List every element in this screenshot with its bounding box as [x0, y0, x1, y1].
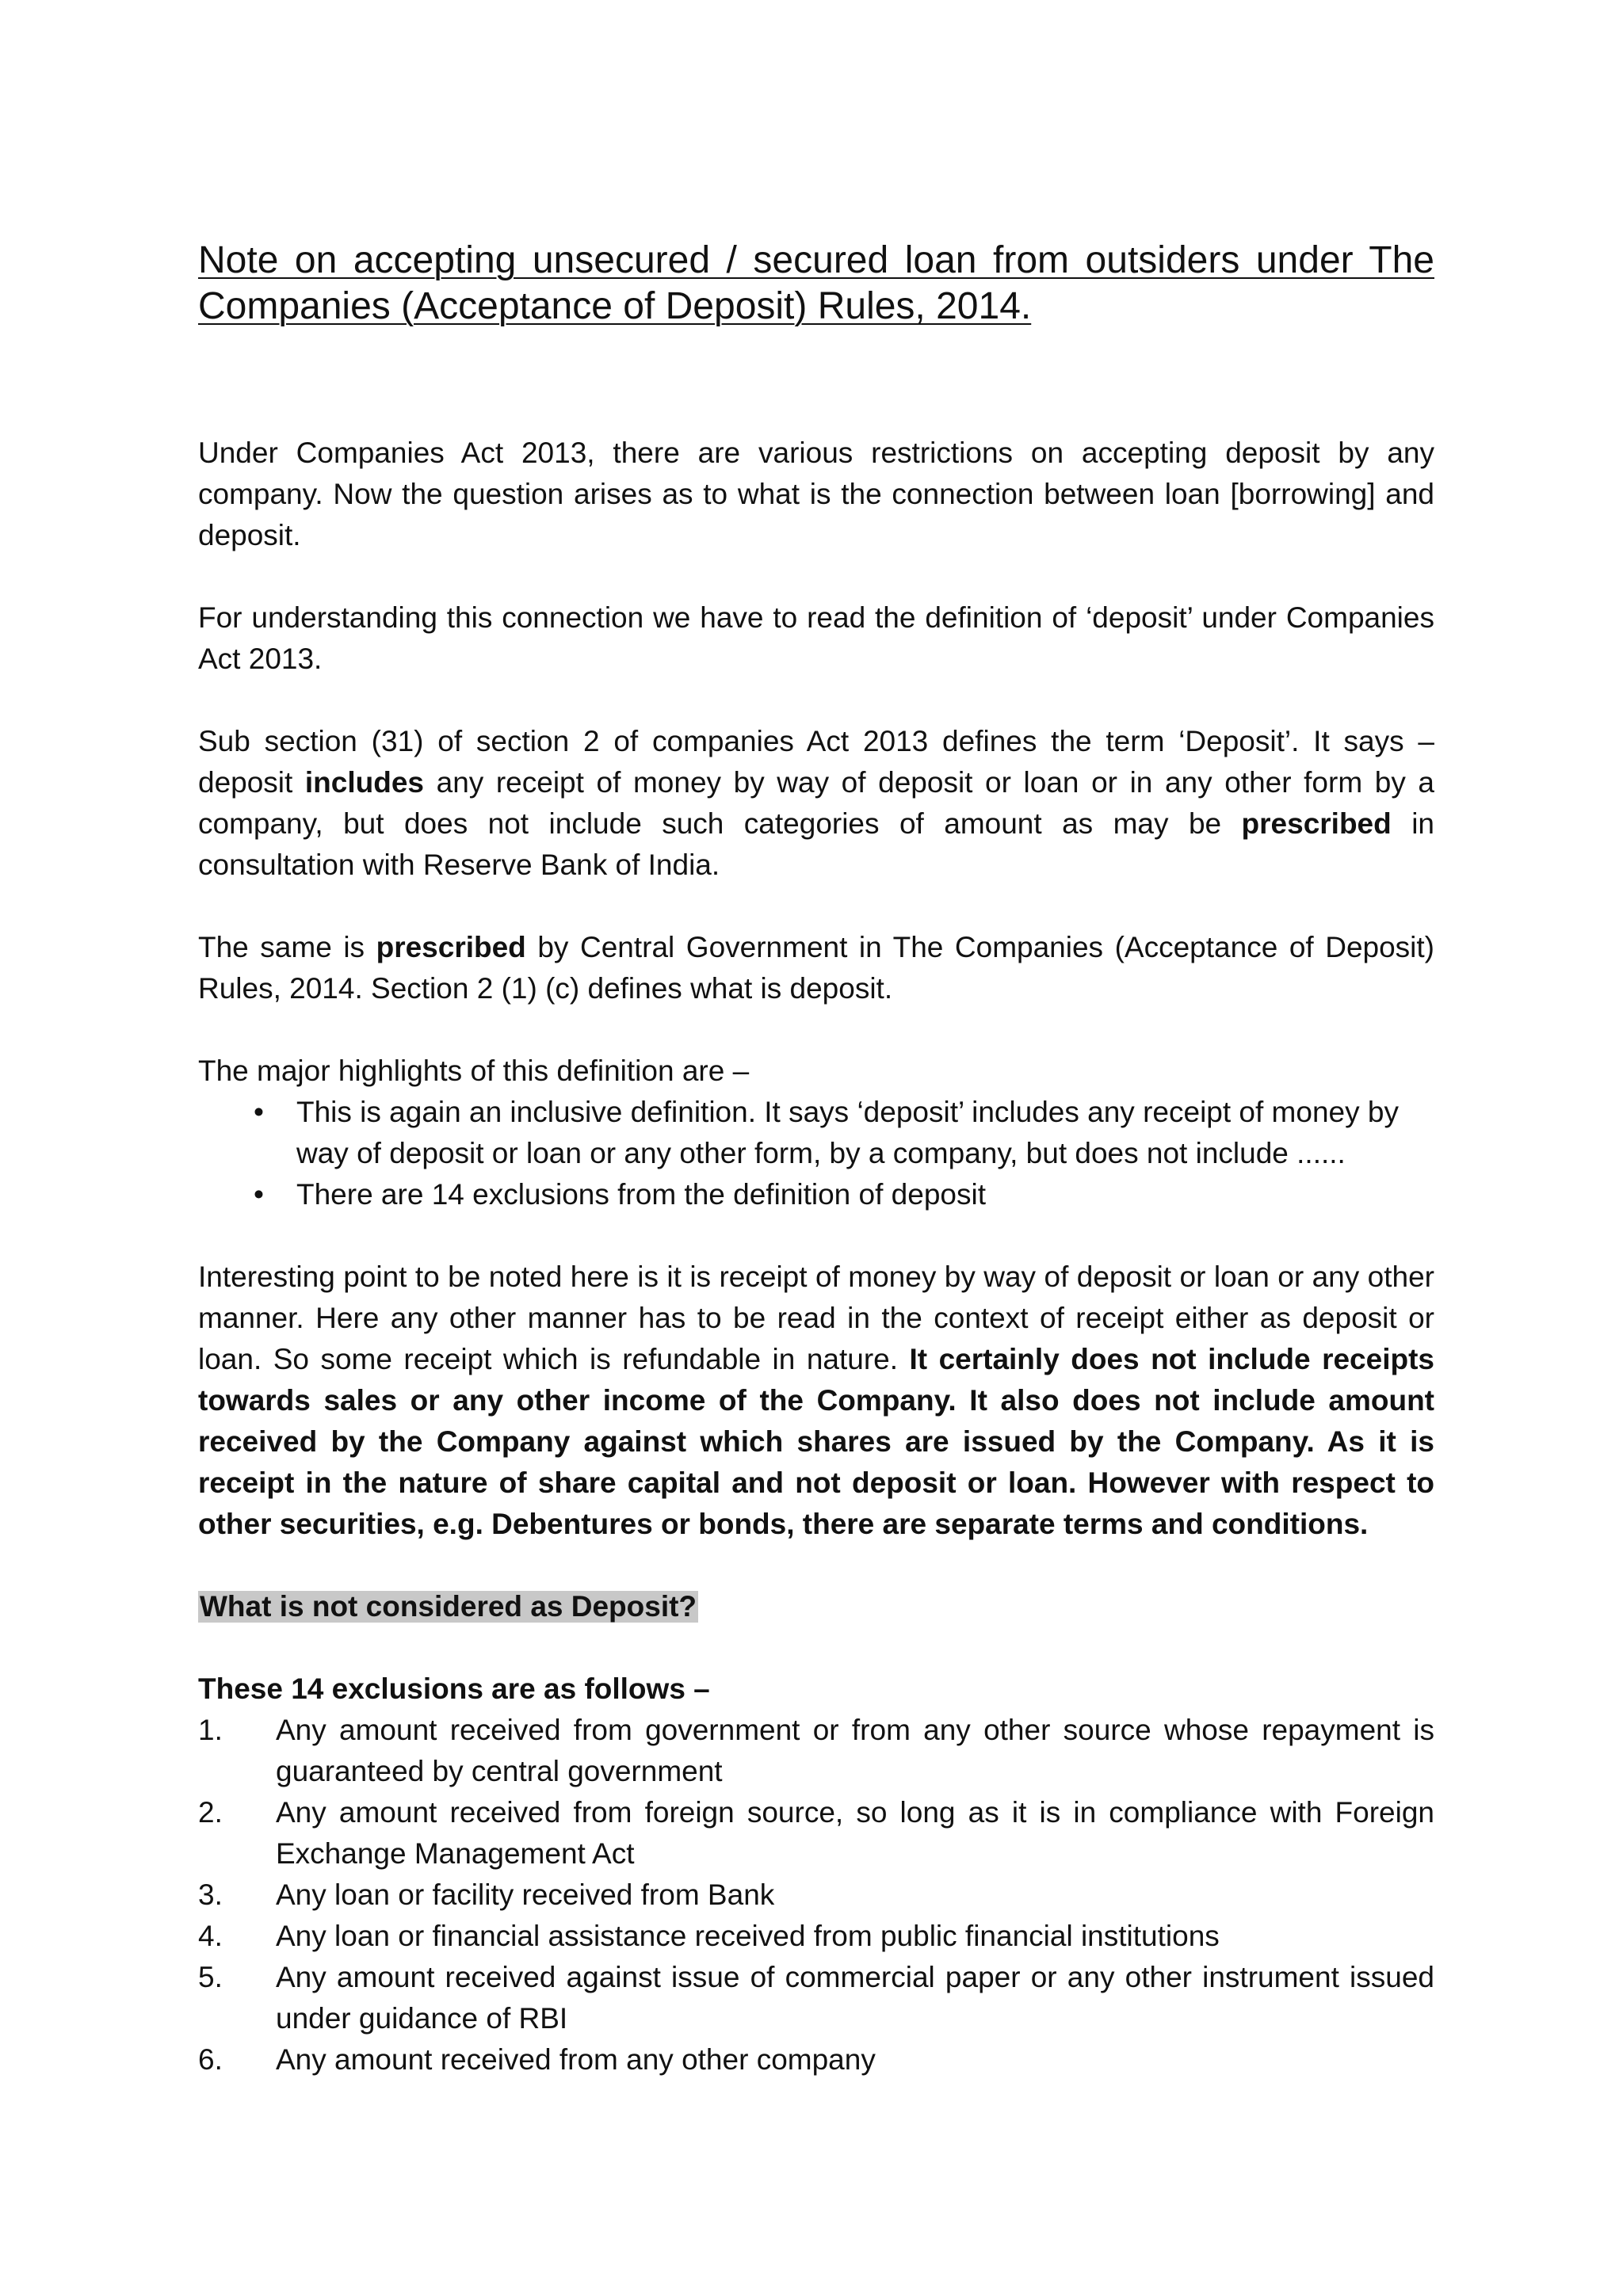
document-title: Note on accepting unsecured / secured loan from outsiders under The Companies (Acceptance of Deposit) Rules, 2014.: [198, 239, 1434, 327]
text-run: in consultation with Reserve Bank of India.: [198, 807, 1434, 881]
list-number: 6.: [198, 2043, 223, 2076]
bold-run: It certainly does not include receipts towards sales or any other income of the Company. It also does not include amount received by the Company against which shares are issued by the Company. As it is receipt in the nature of share capital and not deposit or loan. However with respect to other securities, e.g. Debentures or bonds, there are separate terms and conditions.: [198, 1343, 1434, 1540]
bullet-icon: •: [254, 1096, 264, 1128]
bold-prescribed: prescribed: [376, 931, 526, 963]
section-heading: What is not considered as Deposit?: [200, 1590, 697, 1623]
highlights-list: [198, 1092, 1434, 1215]
list-item: [198, 1957, 1434, 2039]
highlights-intro: The major highlights of this definition are –: [198, 1055, 750, 1087]
paragraph-section-2-31: [198, 721, 1434, 886]
text-run: any receipt of money by way of deposit or loan or in any other form by a company, but does not include such categories of amount as may be: [198, 766, 1434, 840]
list-item-text: Any amount received from any other company: [276, 2043, 876, 2076]
list-item: [198, 1174, 1434, 1215]
list-item: [198, 1916, 1434, 1957]
text-run: Interesting point to be noted here is it is receipt of money by way of deposit or loan or any other manner. Here any other manner has to be read in the context of receipt either as deposit or loan. So some receipt which is refundable in nature.: [198, 1261, 1434, 1375]
text-run: The same is: [198, 931, 376, 963]
paragraph-rules: [198, 927, 1434, 1009]
list-item: [198, 1092, 1434, 1174]
list-item: [198, 1710, 1434, 1792]
list-number: 5.: [198, 1961, 223, 1993]
list-item: [198, 2039, 1434, 2081]
list-item-text: This is again an inclusive definition. It says ‘deposit’ includes any receipt of money by way of deposit or loan or any other form, by a company, but does not include ......: [296, 1096, 1399, 1169]
exclusions-heading: These 14 exclusions are as follows –: [198, 1672, 710, 1705]
bold-includes: includes: [304, 766, 425, 799]
list-item: [198, 1792, 1434, 1875]
document-page: [198, 238, 1434, 2081]
list-item-text: Any amount received from government or from any other source whose repayment is guaranteed by central government: [276, 1714, 1434, 1787]
list-item-text: Any loan or facility received from Bank: [276, 1878, 775, 1911]
list-number: 4.: [198, 1920, 223, 1952]
list-number: 3.: [198, 1878, 223, 1911]
list-item-text: There are 14 exclusions from the definition of deposit: [296, 1178, 986, 1211]
section-heading-paragraph: [198, 1586, 1434, 1627]
list-number: 2.: [198, 1796, 223, 1829]
bullet-icon: •: [254, 1178, 264, 1211]
list-item-text: Any amount received from foreign source, so long as it is in compliance with Foreign Exchange Management Act: [276, 1796, 1434, 1870]
paragraph-definition-intro: For understanding this connection we have to read the definition of ‘deposit’ under Companies Act 2013.: [198, 601, 1434, 675]
list-item: [198, 1875, 1434, 1916]
text-run: Sub section (31) of section 2 of companies Act 2013 defines the term ‘Deposit’. It says – deposit: [198, 725, 1434, 799]
paragraph-interesting-point: [198, 1257, 1434, 1545]
list-number: 1.: [198, 1714, 223, 1746]
bold-prescribed: prescribed: [1241, 807, 1392, 840]
list-item-text: Any loan or financial assistance received from public financial institutions: [276, 1920, 1220, 1952]
paragraph-intro: Under Companies Act 2013, there are various restrictions on accepting deposit by any company. Now the question arises as to what is the connection between loan [borrowing] and deposit.: [198, 437, 1434, 551]
text-run: by Central Government in The Companies (Acceptance of Deposit) Rules, 2014. Section 2 (1) (c) defines what is deposit.: [198, 931, 1434, 1005]
list-item-text: Any amount received against issue of commercial paper or any other instrument issued under guidance of RBI: [276, 1961, 1434, 2035]
exclusions-list: [198, 1710, 1434, 2081]
